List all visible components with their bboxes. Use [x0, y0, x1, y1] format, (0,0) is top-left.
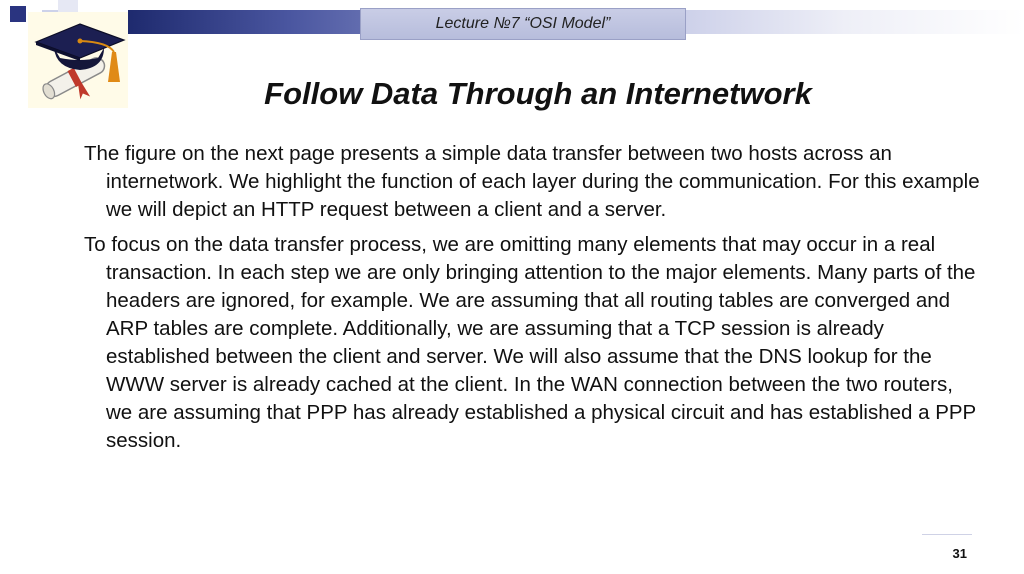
lecture-label: Lecture №7 “OSI Model” — [360, 8, 686, 40]
footer-divider — [922, 534, 972, 535]
page-number: 31 — [952, 546, 967, 561]
decor-square-dark — [10, 6, 26, 22]
paragraph-1: The figure on the next page presents a simple data transfer between two hosts across an internetwork. We highlight the function of each layer during the communication. For this example we will depict an HTTP request between a client and a server. — [84, 142, 980, 221]
slide-body — [84, 140, 984, 462]
slide-title: Follow Data Through an Internetwork — [264, 76, 812, 111]
paragraph-2: To focus on the data transfer process, we are omitting many elements that may occur in a real transaction. In each step we are only bringing attention to the major elements. Many parts of the headers are ignored, for example. We are assuming that all routing tables are converged and ARP tables are complete. Additionally, we are assuming that a TCP session is already established between the client and server. We will also assume that the DNS lookup for the WWW server is already cached at the client. In the WAN connection between the two routers, we are assuming that PPP has already established a physical circuit and has established a PPP session. — [84, 233, 976, 452]
